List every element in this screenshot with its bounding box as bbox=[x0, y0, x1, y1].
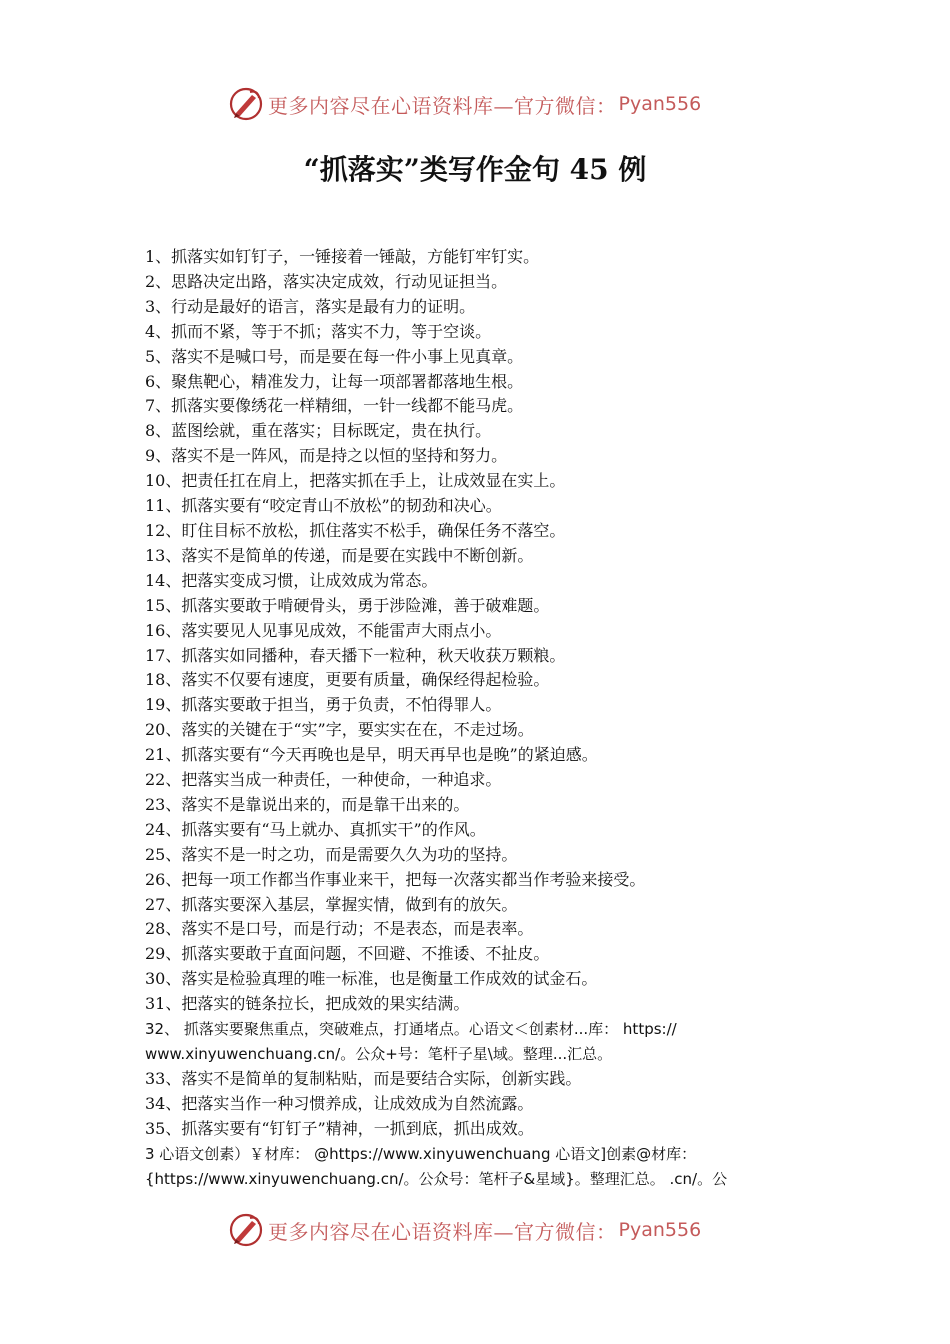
list-item: {https://www.xinyuwenchuang.cn/。公众号：笔杆子&星域}。整理汇总。 .cn/。公 bbox=[145, 1169, 728, 1188]
list-item: 3、行动是最好的语言，落实是最有力的证明。 bbox=[145, 296, 476, 316]
list-item: 9、落实不是一阵风，而是持之以恒的坚持和努力。 bbox=[145, 446, 508, 466]
list-item: 33、落实不是简单的复制粘贴，而是要结合实际，创新实践。 bbox=[145, 1068, 582, 1088]
list-item: 11、抓落实要有“咬定青山不放松”的韧劲和决心。 bbox=[145, 496, 502, 516]
list-item: 21、抓落实要有“今天再晚也是早，明天再早也是晚”的紧迫感。 bbox=[145, 745, 598, 765]
list-item: 12、盯住目标不放松，抓住落实不松手，确保任务不落空。 bbox=[145, 520, 566, 540]
list-item: 16、落实要见人见事见成效，不能雷声大雨点小。 bbox=[145, 620, 502, 640]
list-item: 34、把落实当作一种习惯养成，让成效成为自然流露。 bbox=[145, 1093, 534, 1113]
header-watermark-banner bbox=[228, 84, 748, 124]
list-item: 18、落实不仅要有速度，更要有质量，确保经得起检验。 bbox=[145, 670, 550, 690]
list-item: 13、落实不是简单的传递，而是要在实践中不断创新。 bbox=[145, 545, 534, 565]
pen-logo-icon bbox=[228, 86, 264, 122]
list-item: 22、把落实当成一种责任，一种使命，一种追求。 bbox=[145, 770, 502, 790]
list-item: 28、落实不是口号，而是行动；不是表态，而是表率。 bbox=[145, 919, 534, 939]
list-item: 8、蓝图绘就，重在落实；目标既定，贵在执行。 bbox=[145, 421, 492, 441]
list-item: 2、思路决定出路，落实决定成效，行动见证担当。 bbox=[145, 271, 508, 291]
banner-wechat-id: Pyan556 bbox=[618, 93, 702, 115]
list-item: 15、抓落实要敢于啃硬骨头，勇于涉险滩，善于破难题。 bbox=[145, 595, 550, 615]
list-item: 23、落实不是靠说出来的，而是靠干出来的。 bbox=[145, 794, 470, 814]
list-item: 32、 抓落实要聚焦重点，突破难点，打通堵点。心语文＜创素材...库： https:// bbox=[145, 1020, 677, 1039]
list-item: 19、抓落实要敢于担当，勇于负责，不怕得罪人。 bbox=[145, 695, 502, 715]
list-item: 25、落实不是一时之功，而是需要久久为功的坚持。 bbox=[145, 844, 518, 864]
list-item: 4、抓而不紧，等于不抓；落实不力，等于空谈。 bbox=[145, 321, 492, 341]
list-item: 3 心语文创素）￥材库： @https://www.xinyuwenchuang 心语文]创素@材库： bbox=[145, 1144, 697, 1163]
list-item: 24、抓落实要有“马上就办、真抓实干”的作风。 bbox=[145, 819, 486, 839]
list-item: 26、把每一项工作都当作事业来干，把每一次落实都当作考验来接受。 bbox=[145, 869, 646, 889]
list-item: 5、落实不是喊口号，而是要在每一件小事上见真章。 bbox=[145, 346, 524, 366]
banner-text: 更多内容尽在心语资料库—官方微信： bbox=[268, 93, 617, 118]
pen-logo-icon bbox=[228, 1212, 264, 1248]
list-item: 27、抓落实要深入基层，掌握实情，做到有的放矢。 bbox=[145, 894, 518, 914]
quote-list bbox=[145, 245, 815, 1191]
list-item: 20、落实的关键在于“实”字，要实实在在，不走过场。 bbox=[145, 720, 534, 740]
list-item: 7、抓落实要像绣花一样精细，一针一线都不能马虎。 bbox=[145, 396, 524, 416]
footer-watermark-banner bbox=[228, 1210, 748, 1250]
list-item: 14、把落实变成习惯，让成效成为常态。 bbox=[145, 570, 438, 590]
banner-wechat-id: Pyan556 bbox=[618, 1219, 702, 1241]
list-item: 6、聚焦靶心，精准发力，让每一项部署都落地生根。 bbox=[145, 371, 524, 391]
list-item: 29、抓落实要敢于直面问题，不回避、不推诿、不扯皮。 bbox=[145, 944, 550, 964]
list-item: www.xinyuwenchuang.cn/。公众+号：笔杆子星\域。整理...汇总。 bbox=[145, 1045, 613, 1063]
list-item: 31、把落实的链条拉长，把成效的果实结满。 bbox=[145, 994, 470, 1014]
document-title: “抓落实”类写作金句 45 例 bbox=[303, 153, 647, 186]
list-item: 17、抓落实如同播种，春天播下一粒种，秋天收获万颗粮。 bbox=[145, 645, 566, 665]
list-item: 10、把责任扛在肩上，把落实抓在手上，让成效显在实上。 bbox=[145, 471, 566, 491]
list-item: 1、抓落实如钉钉子，一锤接着一锤敲，方能钉牢钉实。 bbox=[145, 247, 540, 266]
banner-text: 更多内容尽在心语资料库—官方微信： bbox=[268, 1219, 617, 1244]
list-item: 35、抓落实要有“钉钉子”精神，一抓到底，抓出成效。 bbox=[145, 1118, 534, 1138]
list-item: 30、落实是检验真理的唯一标准，也是衡量工作成效的试金石。 bbox=[145, 969, 598, 989]
